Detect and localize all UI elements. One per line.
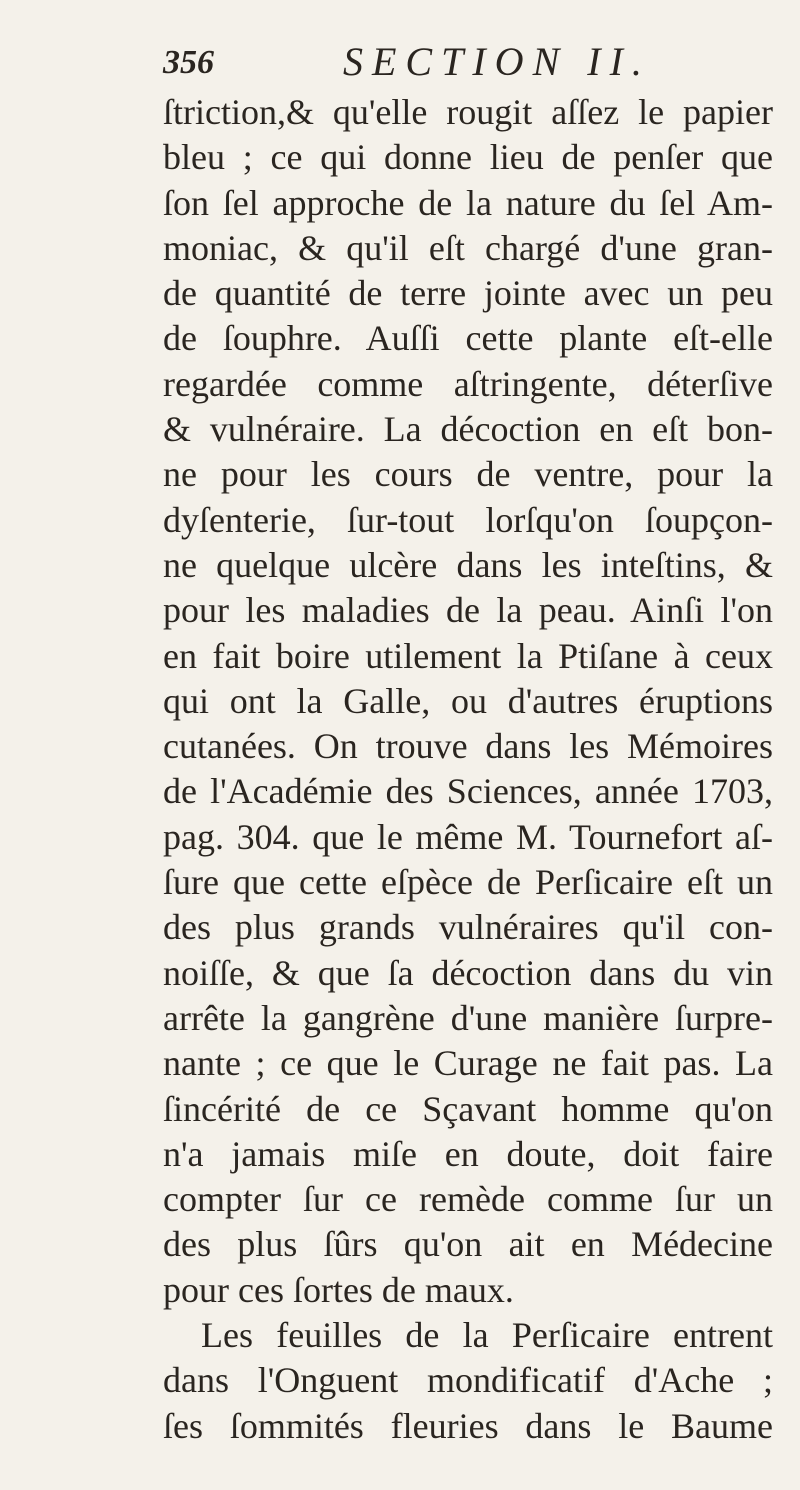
text-line: Les feuilles de la Perſicaire entrent: [201, 1315, 773, 1356]
text-line: ſon ſel approche de la nature du ſel Am-: [163, 182, 773, 223]
text-line: noiſſe, & que ſa décoction dans du vin: [163, 952, 773, 993]
text-line: de ſouphre. Auſſi cette plante eſt-elle: [163, 318, 773, 359]
text-line: de quantité de terre jointe avec un peu: [163, 273, 773, 314]
text-line: dyſenterie, ſur-tout lorſqu'on ſoupçon-: [163, 499, 773, 540]
text-line: des plus ſûrs qu'on ait en Médecine: [163, 1224, 773, 1265]
text-line: moniac, & qu'il eſt chargé d'une gran-: [163, 227, 773, 268]
text-line: compter ſur ce remède comme ſur un: [163, 1179, 773, 1220]
text-line: de l'Académie des Sciences, année 1703,: [163, 771, 773, 812]
running-head: SECTION II.: [343, 39, 651, 84]
text-line: ſincérité de ce Sçavant homme qu'on: [163, 1088, 773, 1129]
text-line: dans l'Onguent mondificatif d'Ache ;: [163, 1360, 773, 1401]
text-line: nante ; ce que le Curage ne fait pas. La: [163, 1043, 773, 1084]
text-line: qui ont la Galle, ou d'autres éruptions: [163, 680, 773, 721]
text-line: en fait boire utilement la Ptiſane à ceux: [163, 635, 773, 676]
text-line: & vulnéraire. La décoction en eſt bon-: [163, 409, 773, 450]
body-text: [163, 90, 773, 1449]
text-line: pag. 304. que le même M. Tournefort aſ-: [163, 816, 773, 857]
text-line: arrête la gangrène d'une manière ſurpre-: [163, 997, 773, 1038]
text-line: regardée comme aſtringente, déterſive: [163, 363, 773, 404]
text-line: n'a jamais miſe en doute, doit faire: [163, 1133, 773, 1174]
text-line: ſtriction,& qu'elle rougit aſſez le papier: [163, 92, 773, 132]
text-line: cutanées. On trouve dans les Mémoires: [163, 726, 773, 767]
text-line: ſure que cette eſpèce de Perſicaire eſt un: [163, 862, 773, 903]
text-line: des plus grands vulnéraires qu'il con-: [163, 907, 773, 948]
text-line: ne quelque ulcère dans les inteſtins, &: [163, 544, 773, 585]
text-line: pour les maladies de la peau. Ainſi l'on: [163, 590, 773, 631]
text-line: ne pour les cours de ventre, pour la: [163, 454, 773, 495]
text-line: pour ces ſortes de maux.: [163, 1269, 514, 1310]
text-line: bleu ; ce qui donne lieu de penſer que: [163, 137, 773, 178]
page-number: 356: [163, 44, 214, 81]
text-line: ſes ſommités fleuries dans le Baume: [163, 1405, 773, 1446]
page-header: [163, 38, 723, 98]
